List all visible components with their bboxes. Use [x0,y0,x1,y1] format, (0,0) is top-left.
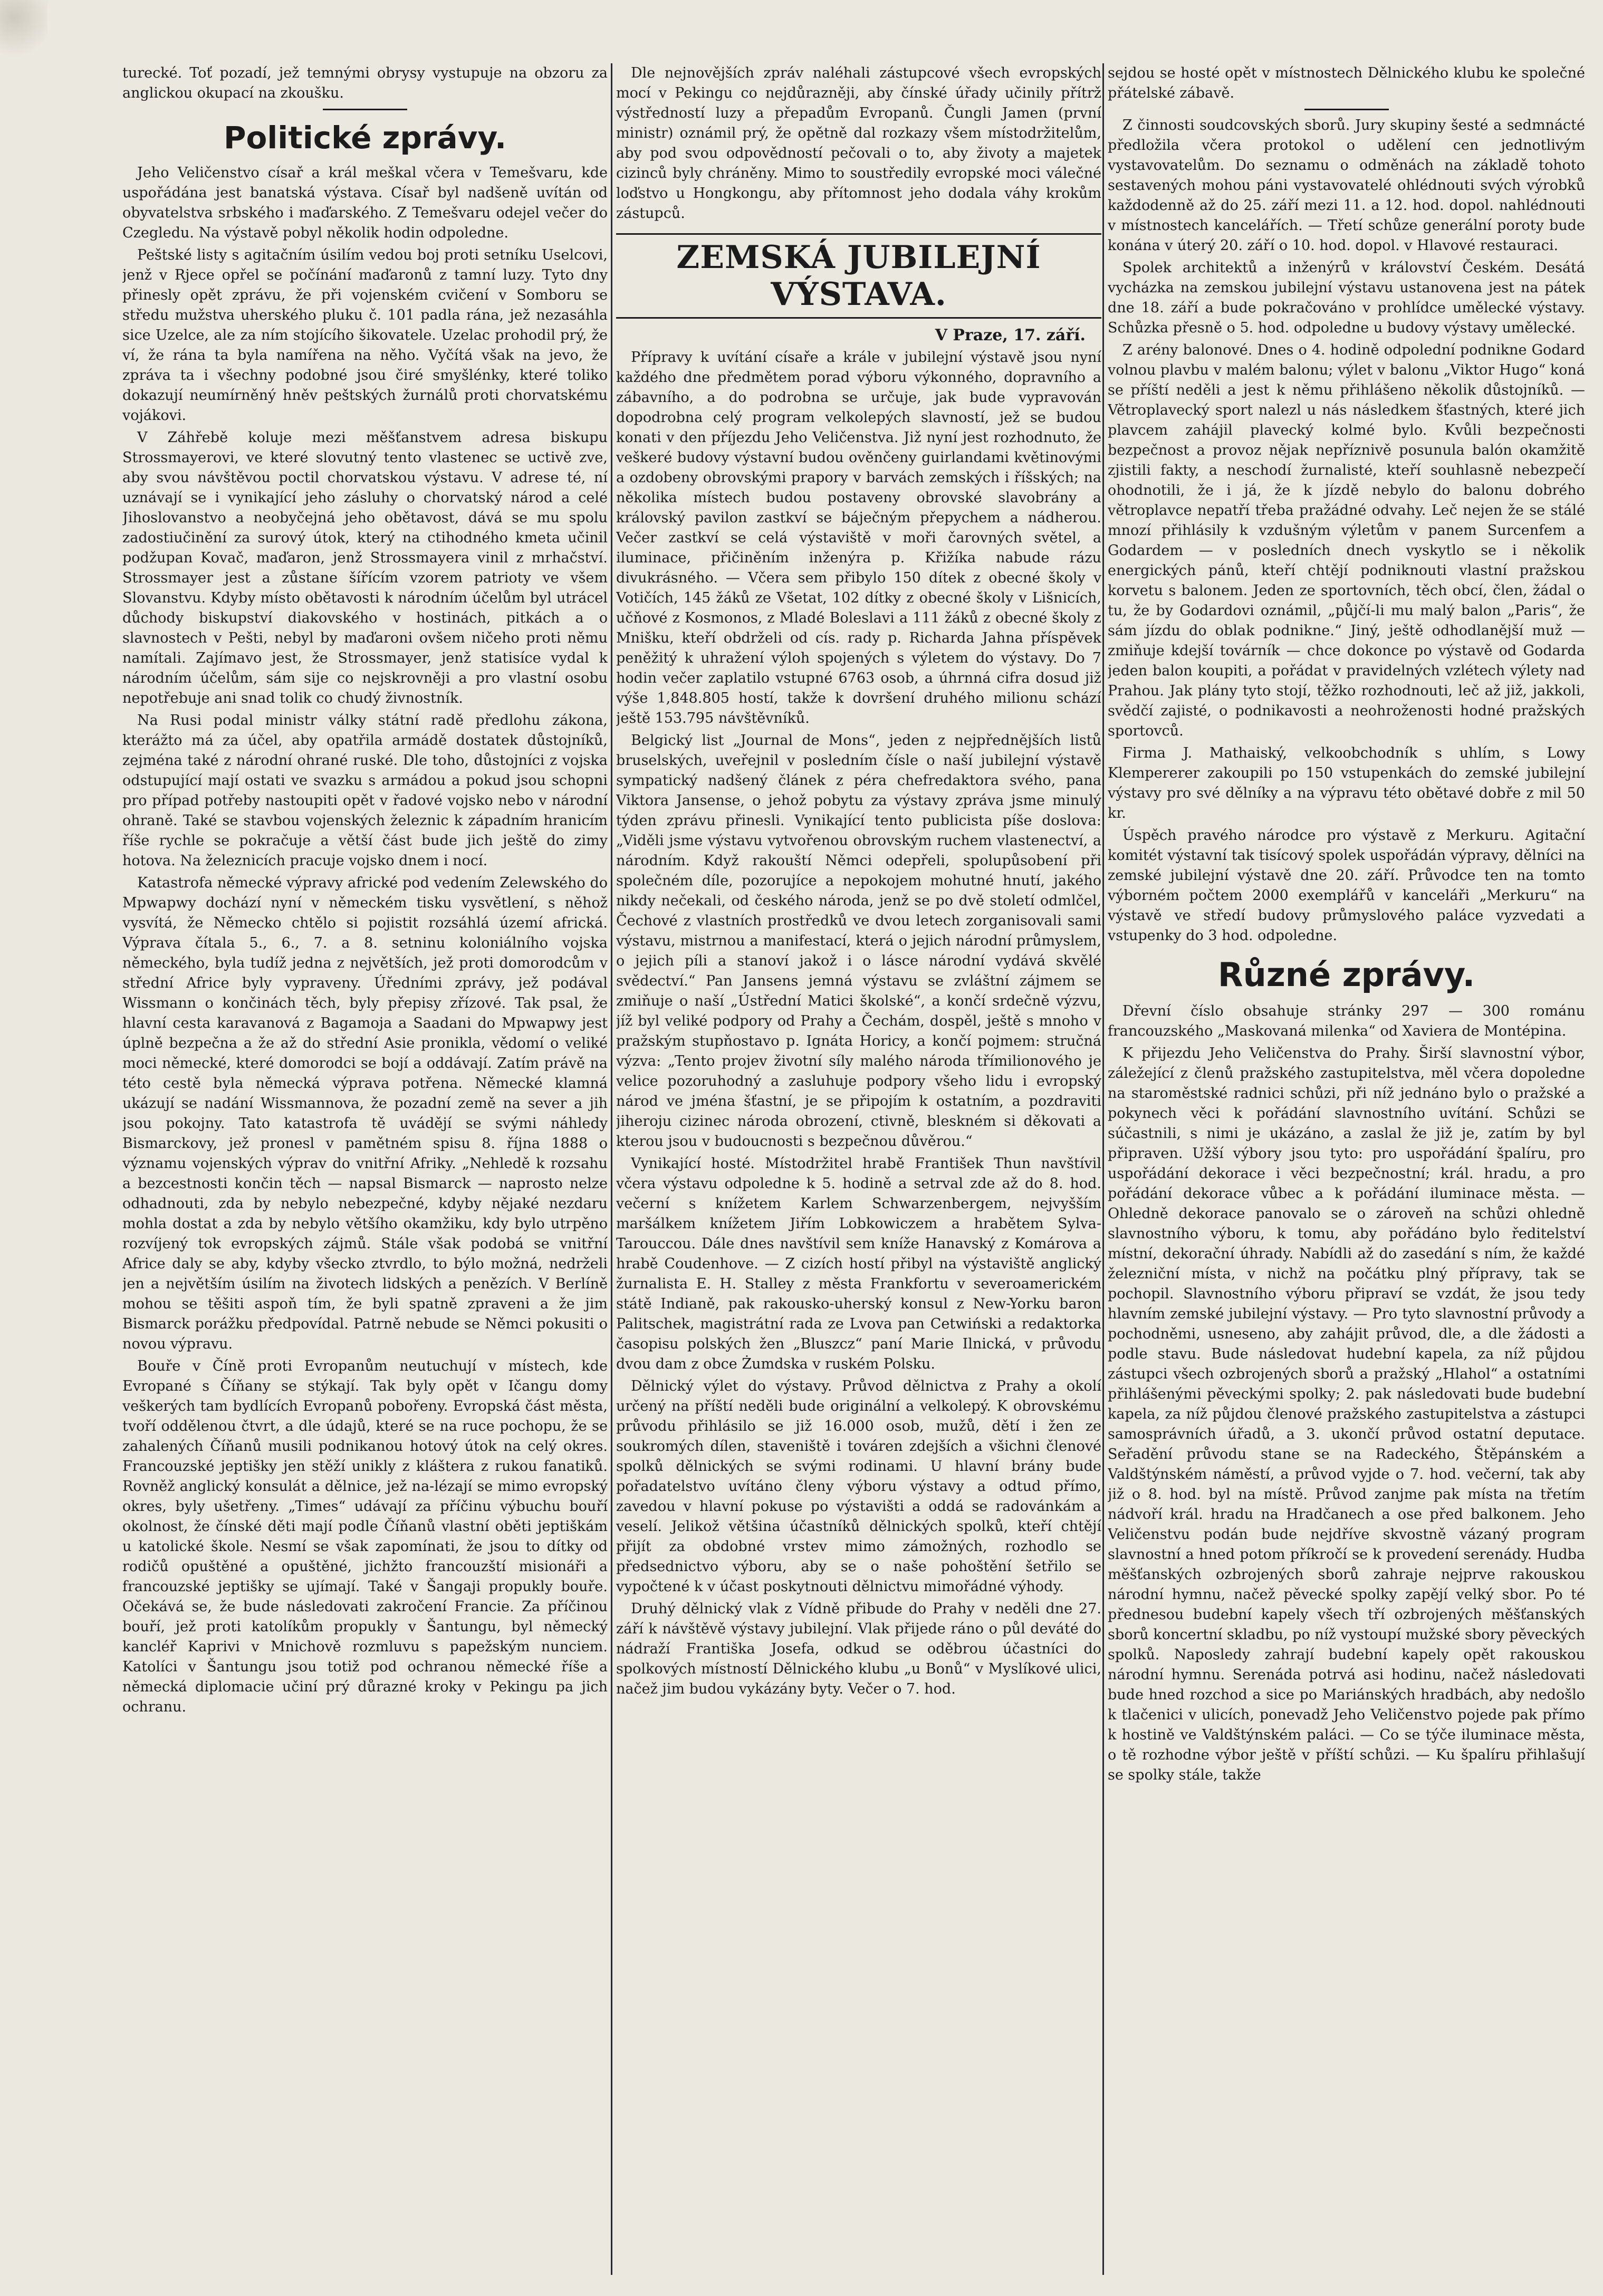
article-paragraph: Dřevní číslo obsahuje stránky 297 — 300 románu francouzského „Maskovaná milenka“ od Xaviera de Montépina. [1108,1003,1585,1039]
section-heading-politicke-zpravy: Politické zprávy. [224,120,506,156]
column-rule [611,63,612,2275]
article-paragraph: Úspěch pravého národce pro výstavě z Merkuru. Agitační komitét výstavní tak tisícový spolek uspořádán výpravy, dělníci na zemské jubilejní výstavě dne 20. září. Průvodce ten na tomto výborném počtem 2000 exemplářů v kanceláři „Merkuru“ na výstavě ve středí budovy průmyslového paláce vyzvedati a vstupenky do 3 hod. odpoledne. [1108,827,1585,944]
dateline: V Praze, 17. září. [935,326,1086,345]
article-paragraph: Dělnický výlet do výstavy. Průvod dělnictva z Prahy a okolí určený na příští neděli bude originální a velkolepý. K obrovskému průvodu přihlásilo se již 16.000 osob, mužů, dětí i žen ze soukromých dílen, staveniště i továren zdejších a všichni členové spolků dělnických se svými rodinami. U hlavní brány bude pořadatelstvo uvítáno členy výboru výstavy a odtud přímo, zavedou v hlavní pokuse po výstavišti a oddá se radovánkám a veselí. Jelikož většina účastníků dělnických spolků, kteří chtějí přijít za obdobné vrstev mimo zámožných, rozhodlo se předsednictvo výboru, aby se o naše pohoštění šetřilo se vypočtené k v účast poskytnouti dělnictvu mimořádné výhody. [616,1378,1101,1595]
article-paragraph: Firma J. Mathaiský, velkoobchodník s uhlím, s Lowy Klempererer zakoupili po 150 vstupenkách do zemské jubilejní výstavy pro své dělníky a na výpravu této obětavé dobře z mil 50 kr. [1108,745,1585,821]
article-paragraph: Jeho Veličenstvo císař a král meškal včera v Temešvaru, kde uspořádána jest banatská výstava. Císař byl nadšeně uvítán od obyvatelstva srbského i maďarského. Z Temešvaru odejel večer do Czegledu. Na výstavě pobyl několik hodin odpoledne. [122,165,608,241]
article-paragraph: Vynikající hosté. Místodržitel hrabě František Thun navštívil včera výstavu odpoledne k 5. hodině a setrval zde až do 8. hod. večerní s knížetem Karlem Schwarzenbergem, nejvyšším maršálkem knížetem Jiřím Lobkowiczem a hrabětem Sylva-Tarouccou. Dále dnes navštívil sem kníže Hanavský z Komárova a hrabě Coudenhove. — Z cizích hostí přibyl na výstaviště anglický žurnalista E. H. Stalley z města Frankfortu v severoamerickém státě Indianě, pak rakousko-uherský konsul z New-Yorku baron Palitschek, magistrátní rada ze Lvova pan Cetwiński a redaktorka časopisu polských žen „Bluszcz“ paní Marie Ilnická, v průvodu dvou dam z obce Żumdska v ruském Polsku. [616,1155,1101,1372]
page-corner-stain [0,0,47,58]
article-paragraph: Z arény balonové. Dnes o 4. hodině odpolední podnikne Godard volnou plavbu v malém balonu; výlet v balonu „Viktor Hugo“ koná se příští neděli a jest k němu přihlášeno několik důstojníků. — Větroplavecký sport nalezl u nás následkem šťastných, které jich plavcem zahájil plavecký kolmé bylo. Kvůli bezpečnosti bezpečnost a provoz nějak nepříznivě posunula balón okamžitě zjistili fakty, a neschodí žurnalisté, kteří souhlasně nebezpečí ohodnotili, že i já, že k jízdě nebylo do balonu dobrého větroplavce nepatří třeba pražádné odvahy. Leč nejen že se stálé mnozí přihlásily k vzdušným výletům v panem Surcenfem a Godardem — v posledních dnech vyskytlo se i několik energických pánů, kteří chtějí podniknouti vlastní pražskou korvetu s balonem. Jeden ze sportovních, těch obcí, člen, žádal o tu, že by Godardovi oznámil, „půjčí-li mu malý balon „Paris“, že sám jízdu do oblak podnikne.“ Jiný, ještě odhodlanější muž — zmiňuje kdejší továrník — chce dokonce po výstavě od Godarda jeden balon koupiti, a pořádat v pravidelných vzlétech výlety nad Prahou. Jak plány tyto stojí, těžko rozhodnouti, leč až již, jakkoli, svědčí zajisté, o podnikavosti a neohroženosti hodné pražských sportovců. [1108,342,1585,739]
article-paragraph: Katastrofa německé výpravy africké pod vedením Zelewského do Mpwapwy dochází nyní v německém tisku vysvětlení, s něhož vysvítá, že Německo chtělo si pojistit rozsáhlá území africká. Výprava čítala 5., 6., 7. a 8. setninu koloniálního vojska německého, byla tudíž jedna z největších, jež proti domorodcům v střední Africe byly vypraveny. Úředními zprávy, jež podával Wissmann o končinách těch, byly přepisy zřízové. Tak psal, že hlavní cesta karavanová z Bagamoja a Saadani do Mpwapwy jest úplně bezpečna a že až do střední Asie pronikla, vědomí o veliké moci německé, které domorodci se bojí a oddávají. Zatím právě na této cestě byla německá výprava potřena. Německé klamná ukázují se nadání Wissmannova, že pozadní země na sever a jih jsou pokojny. Tato katastrofa tě uvádějí se svými náhledy Bismarckovy, jež pronesl v pamětném spisu 8. října 1888 o významu vojenských výprav do vnitřní Afriky. „Nehledě k rozsahu a bezcestnosti končin těch — napsal Bismarck — naprosto nelze odhadnouti, zda by nebylo nebezpečné, kdyby nějaké nezdaru mohla dostat a zda by nebylo většího okamžiku, kdy bylo utrpěno rozvíjený tok evropských zájmů. Stále však podobá se vnitřní Africe daly se aby, kdyby všecko ztvrdlo, to býlo možná, nedrželi jen a největším úsilím na životech lidských a penězích. V Berlíně mohou se těšiti aspoň tím, že byli spatně zpraveni a že jim Bismarck porážku předpovídal. Patrně nebude se Němci pokusiti o novou výpravu. [122,875,608,1352]
article-paragraph: Z činnosti soudcovských sborů. Jury skupiny šesté a sedmnácté předložila včera protokol o udělení cen jednotlivým vystavovatelům. Do seznamu o odměnách na základě tohoto sestavených mohou páni vystavovatelé ohlédnouti svých výrobků každodenně až do 25. září mezi 11. a 12. hod. dopol. nahlédnouti v místnostech kancelářích. — Třetí schůze generální poroty bude konána v úterý 20. září o 10. hod. dopol. v Hlavové restauraci. [1108,117,1585,254]
column-rule [1102,63,1104,2275]
article-paragraph: Spolek architektů a inženýrů v království Českém. Desátá vycházka na zemskou jubilejní výstavu ustanovena jest na pátek dne 18. září a bude pokračováno v prohlídce umělecké výstavy. Schůzka přesně o 5. hod. odpoledne u budovy výstavy umělecké. [1108,260,1585,336]
article-paragraph: Peštské listy s agitačním úsilím vedou boj proti setníku Uselcovi, jenž v Rjece opřel se počínání maďaronů z tamní luzy. Tyto dny přinesly opět zprávu, že při vojenském cvičení v Somboru se středu mužstva uherského pluku č. 101 padla rána, jež nezasáhla sice Uzelce, ale za ním stojícího šikovatele. Uzelac prohodil prý, že ví, že rána ta byla namířena na něho. Vyčítá však na jevo, že zpráva ta i všechny podobné jsou čiré smyšlénky, které toliko dokazují neumírněný hněv peštských žurnálů proti chorvatskému vojákovi. [122,247,608,424]
article-paragraph: Přípravy k uvítání císaře a krále v jubilejní výstavě jsou nyní každého dne předmětem porad výboru výkonného, dopravního a zábavního, a do podrobna se určuje, jak bude vypravován dopodrobna celý program velkolepých slavností, jež se budou konati v den příjezdu Jeho Veličenstva. Již nyní jest rozhodnuto, že veškeré budovy výstavní budou ověnčeny guirlandami květinovými a ozdobeny obrovskými prapory v barvách zemských i říšských; na několika místech budou postaveny obrovské slavobrány a královský pavilon zastkví se báječným přepychem a nádherou. Večer zastkví se celá výstaviště v moři čarovných světel, a iluminace, přičiněním inženýra p. Křižíka nabude rázu divukrásného. — Včera sem přibylo 150 dítek z obecné školy v Votičích, 145 žáků ze Všetat, 102 dítky z obecné školy v Lišnicích, učňové z Kosmonos, z Mladé Boleslavi a 111 žáků z obecné školy z Mnišku, kteří obdrželi od cís. rady p. Richarda Jahna příspěvek peněžitý k uhražení výloh spojených s výletem do výstavy. Do 7 hodin večer zaplatilo vstupné 6763 osob, a úhrnná cifra dosud již výše 1,848.805 hostí, takže k dovršení druhého milionu schází ještě 153.795 návštěvníků. [616,349,1101,726]
column-lead: sejdou se hosté opět v místnostech Dělnického klubu ke společné přátelské zábavě. [1108,65,1585,101]
article-paragraph: K přijezdu Jeho Veličenstva do Prahy. Širší slavnostní výbor, záležející z členů pražského zastupitelstva, měl včera dopoledne na staroměstské radnici schůzi, při níž jednáno bylo o pražské a pokynech věci k pořádání slavnostního uvítání. Schůzi se súčastnili, s nimi je ukázáno, a zaslal že již je, zatím by byl připraven. Užší výbory jsou tyto: pro uspořádání špalíru, pro uspořádání dekorace i věci bezpečnostní; král. hradu, a pro pořádání dekorace vůbec a k pořádání iluminace města. — Ohledně dekorace panovalo se o zároveň na schůzi ohledně slavnostního výboru, k tomu, aby pořádáno bylo ředitelství místní, dekorační úhrady. Nabídli až do zasedání s ním, že každé železniční místa, v nichž na počátku plný přípravy, tak se pochopil. Slavnostního výboru připraví se vzdát, že jsou tedy hlavním zemské jubilejní výstavy. — Pro tyto slavnostní průvody a pochodněmi, usneseno, aby zahájit průvod, dle, a dle žádosti a podle stavu. Bude následovat hudební kapela, za níž půjdou zástupci všech ozbrojených sborů a pražský „Hlahol“ a ostatními přihlášenými pěveckými spolky; 2. pak následovati bude budební kapela, za níž půjdou členové pražského zastupitelstva a zástupci samosprávních úřadů, a 3. ukončí průvod ostatní deputace. Seřadění průvodu stane se na Radeckého, Štěpánském a Valdštýnském náměstí, a průvod vyjde o 7. hod. večerní, tak aby již o 8. hod. byl na místě. Průvod zanjme pak místa na třetím nádvoří král. hradu na Hradčanech a ose před balkonem. Jeho Veličenstvu podán bude nejdříve skvostně vázaný program slavnostní a hned potom příkročí se k provedení serenády. Hudba měšťanských ozbrojených sborů zahraje nejprve rakouskou národní hymnu, načež pěvecké spolky zapějí velký sbor. Po té přednesou budební kapely všech tří ozbrojených měšťanských sborů koncertní skladbu, po níž vystoupí mužské sbory pěveckých spolků. Naposledy zahrají budební kapely opět rakouskou národní hymnu. Serenáda potrvá asi hodinu, načež následovati bude hned rozchod a sice po Mariánských hradbách, aby nedošlo k tlačenici v ulicích, ponevadž Jeho Veličenstvo pojede pak přímo k hostině ve Valdštýnském paláci. — Co se týče iluminace města, o tě rozhodne výbor ještě v příští schůzi. — Ku špalíru přihlašují se spolky stále, takže [1108,1045,1585,1783]
section-heading-zemska-jubilejni-vystava: ZEMSKÁ JUBILEJNÍ VÝSTAVA. [616,233,1101,319]
section-heading-ruzne-zpravy: Různé zprávy. [1217,955,1475,994]
column-lead: Dle nejnovějších zpráv naléhali zástupcové všech evropských mocí v Pekingu co nejdůrazněji, aby čínské úřady učinily přítrž výstředností luzy a přepadům Evropanů. Čungli Jamen (první ministr) oznámil prý, že opětně dal rozkazy všem místodržitelům, aby pod svou odpovědností pečovali o to, aby životy a majetek cizinců byly chráněny. Mimo to soustředily evropské moci válečné loďstvo u Hongkongu, aby přítomnost jeho dodala váhy krokům zástupců. [616,65,1101,222]
column-middle [616,63,1101,2275]
column-left [122,63,608,2275]
article-paragraph: V Záhřebě koluje mezi měšťanstvem adresa biskupu Strossmayerovi, ve které slovutný tento vlastenec se uctivě zve, aby svou návštěvou poctil chorvatskou výstavu. V adrese té, ní uznávají se i vynikající jeho zásluhy o chorvatský národ a celé Jihoslovanstvo a neobyčejná jeho obětavost, dává se mu spolu zadostiučinění za surový útok, který na ctihodného kmeta učinil podžupan Kovač, maďaron, jenž Strossmayera vinil z mrhačství. Strossmayer jest a zůstane šířícím vzorem patrioty ve všem Slovanstvu. Kdyby místo obětavosti k národním účelům byl utrácel důchody biskupství diakovského v hostinách, pitkách a o slavnostech v Pešti, nebyl by maďaroni ovšem ničeho proti němu namítali. Zajímavo jest, že Strossmayer, jenž statisíce vydal k národním účelům, sám sije co nejskrovněji a pro vlastní osobu nepotřebuje ani snad tolik co chudý živnostník. [122,429,608,706]
column-lead: turecké. Toť pozadí, jež temnými obrysy vystupuje na obzoru za anglickou okupací na zkoušku. [122,65,608,101]
section-divider [323,109,407,110]
column-right [1108,63,1585,2275]
article-paragraph: Druhý dělnický vlak z Vídně přibude do Prahy v neděli dne 27. září k návštěvě výstavy jubilejní. Vlak přijede ráno o půl deváté do nádraží Františka Josefa, odkud se oděbrou účastníci do spolkových místností Dělnického klubu „u Bonů“ v Myslíkové ulici, načež jim budou vykázány byty. Večer o 7. hod. [616,1601,1101,1697]
section-divider [1304,109,1389,110]
article-paragraph: Na Rusi podal ministr války státní radě předlohu zákona, kterážto má za účel, aby opatřila armádě dostatek důstojníků, zejména také z národní ohrané ruské. Dle toho, důstojníci z vojska odstupující mají ostati ve svazku s armádou a pokud jsou schopni pro případ potřeby nastoupiti opět v řadové vojsko nebo v národní ohraně. Také se stavbou vojenských železnic k západním hranicím říše rychle se pokračuje a větší část bude jich ještě do zimy hotova. Na železnicích pracuje vojsko dnem i nocí. [122,712,608,869]
article-paragraph: Belgický list „Journal de Mons“, jeden z nejpřednějších listů bruselských, uveřejnil v posledním čísle o naší jubilejní výstavě sympatický nadšený článek z péra chefredaktora svého, pana Viktora Jansense, o jehož pobytu za výstavy zpráva jsme minulý týden zprávu přinesli. Vynikající tento publicista píše doslova: „Viděli jsme výstavu vytvořenou obrovským ruchem vlastenectví, a národním. Když rakouští Němci odepřeli, spolupůsobení při společném díle, pozorujíce a nepokojem mohutné hnutí, jakého nikdy nečekali, od českého národa, jenž se po dvě století odmlčel, Čechové z vlastních prostředků ve dvou letech zorganisovali sami výstavu, mistrnou a manifestací, která o jejich národní průmyslem, o jejich píli a stanoví jakož i o lásce národní vydává skvělé svědectví.“ Pan Jansens jemná výstavu se zvláštní zájmem se zmiňuje o naší „Ústřední Matici školské“, a končí srdečně výzvu, jíž byl veliké podpory od Prahy a Čechám, dospěl, ještě s mnoho v pražským stupňostavo p. Ignáta Horicy, a končí pojmem: stručná výzva: „Tento projev životní síly malého národa třímilionového je velice pozoruhodný a zasluhuje podpory všeho lidu i evropský národ ve jména šťastní, je se připojím k ostatním, a pozdraviti jiheroju cizinec národa obrození, ctivně, bleskném si děkovati a kterou jsou v budoucnosti s bezpečnou důvěrou.“ [616,732,1101,1150]
article-paragraph: Bouře v Číně proti Evropanům neutuchují v místech, kde Evropané s Číňany se stýkají. Tak byly opět v Ičangu domy veškerých tam bydlících Evropanů pobořeny. Evropská část města, tvoří oddělenou čtvrt, a dle údajů, které se na ruce pochopu, že se zahalených Číňanů musili podnikanou hotový útok na celý okres. Francouzské jeptišky jen stěží unikly z kláštera z rukou fanatiků. Rovněž anglický konsulát a dělnice, jež na-lézají se mimo evropský okres, byly ušetřeny. „Times“ udávají za příčinu výbuchu bouří okolnost, že čínské děti mají podle Číňanů vlastní oběti jeptiškám u katolické škole. Nesmí se však zapomínati, že jsou to dítky od rodičů opuštěné a opuštěné, jichžto francouzští misionáři a francouzské jeptišky se ujímají. Také v Šangaji propukly bouře. Očekává se, že bude následovati zakročení Francie. Za příčinou bouří, jež proti katolíkům propukly v Šantungu, byl německý kancléř Kaprivi v Mnichově rozmluvu s papežským nunciem. Katolíci v Šantungu jsou totiž pod ochranou německé říše a německá diplomacie učiní prý důrazné kroky v Pekingu pa jich ochranu. [122,1358,608,1715]
